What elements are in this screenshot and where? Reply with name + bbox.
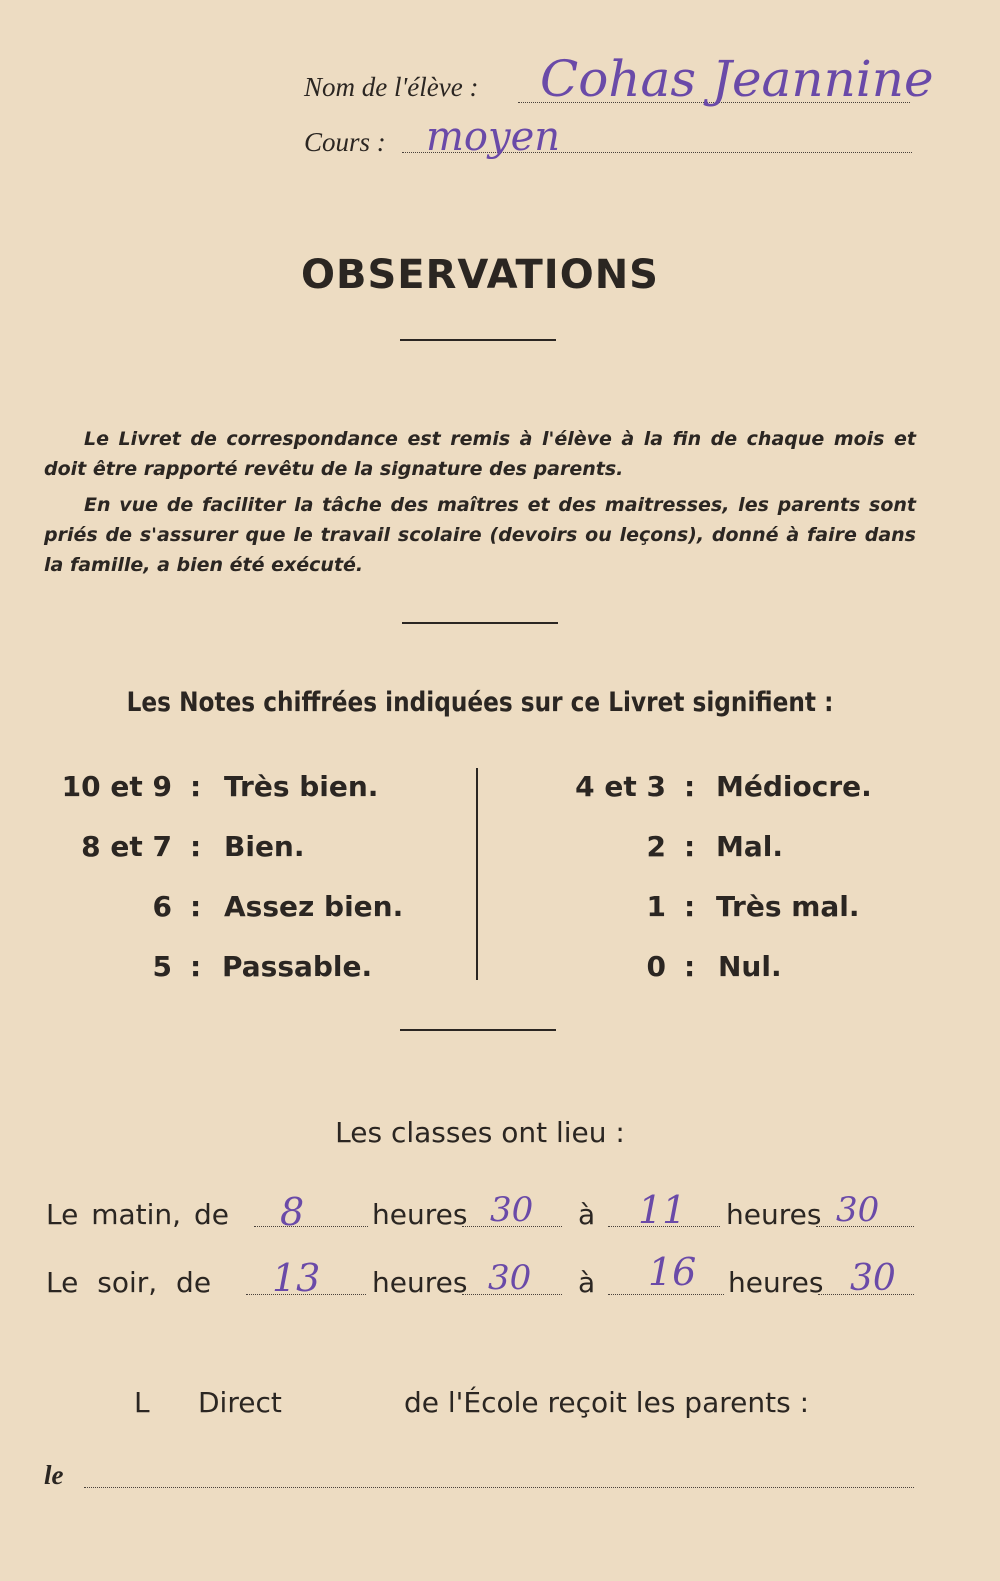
evening-start-min: 30: [488, 1258, 532, 1298]
grade-label: Assez bien.: [224, 890, 404, 923]
grade-num: 2: [646, 830, 666, 863]
morning-prefix: Le matin, de: [46, 1198, 229, 1231]
grades-title: Les Notes chiffrées indiquées sur ce Livret signifient :: [126, 687, 834, 718]
morning-start-min: 30: [490, 1190, 534, 1230]
grade-colon: :: [684, 770, 696, 803]
evening-end-min: 30: [850, 1258, 896, 1299]
grade-num: 4 et 3: [575, 770, 666, 803]
director-part-2: Direct: [198, 1386, 282, 1419]
divider-2: [402, 622, 558, 624]
course-label: Cours :: [304, 127, 386, 157]
grade-num: 6: [152, 890, 172, 923]
instructions-paragraph-2: En vue de faciliter la tâche des maîtres et des maitresses, les parents sont priés de s'assurer que le travail scolaire (devoirs ou leçons), donné à faire dans la famille, a bien été exécuté.: [44, 494, 916, 576]
grade-colon: :: [684, 950, 696, 983]
date-label: le: [44, 1460, 64, 1490]
grade-colon: :: [190, 830, 202, 863]
instructions-paragraph-1: Le Livret de correspondance est remis à l'élève à la fin de chaque mois et doit être rapporté revêtu de la signature des parents.: [44, 428, 916, 480]
grade-colon: :: [684, 890, 696, 923]
page-title: OBSERVATIONS: [301, 252, 659, 298]
evening-hours-word-2: heures: [728, 1266, 824, 1299]
evening-end-hour: 16: [648, 1250, 697, 1294]
grade-colon: :: [190, 890, 202, 923]
grade-num: 8 et 7: [81, 830, 172, 863]
course-value: moyen: [426, 114, 561, 160]
evening-prefix: Le soir, de: [46, 1266, 212, 1299]
student-name-value: Cohas Jeannine: [540, 50, 934, 108]
grade-num: 0: [646, 950, 666, 983]
evening-to-word: à: [578, 1266, 596, 1299]
morning-start-hour: 8: [280, 1190, 305, 1234]
morning-end-min: 30: [836, 1190, 880, 1230]
grade-label: Bien.: [224, 830, 305, 863]
morning-start-hour-line: [254, 1226, 368, 1227]
grades-column-divider: [476, 768, 478, 980]
grade-colon: :: [190, 950, 202, 983]
grade-num: 1: [646, 890, 666, 923]
director-part-1: L: [134, 1386, 150, 1419]
morning-to-word: à: [578, 1198, 596, 1231]
student-name-label: Nom de l'élève :: [304, 72, 479, 102]
grade-num: 5: [152, 950, 172, 983]
date-line: [84, 1487, 914, 1488]
grade-label: Médiocre.: [716, 770, 872, 803]
morning-hours-word-2: heures: [726, 1198, 822, 1231]
evening-hours-word-1: heures: [372, 1266, 468, 1299]
schedule-title: Les classes ont lieu :: [335, 1116, 625, 1149]
director-part-3: de l'École reçoit les parents :: [404, 1386, 810, 1419]
evening-start-hour: 13: [272, 1256, 321, 1300]
grade-label: Très mal.: [716, 890, 860, 923]
morning-hours-word-1: heures: [372, 1198, 468, 1231]
grade-label: Mal.: [716, 830, 783, 863]
grade-label: Passable.: [222, 950, 373, 983]
morning-end-hour: 11: [638, 1188, 687, 1232]
divider-1: [400, 339, 556, 341]
grade-label: Très bien.: [224, 770, 379, 803]
grade-num: 10 et 9: [61, 770, 172, 803]
grade-colon: :: [684, 830, 696, 863]
evening-end-hour-line: [608, 1294, 724, 1295]
grade-colon: :: [190, 770, 202, 803]
grade-label: Nul.: [718, 950, 782, 983]
divider-3: [400, 1029, 556, 1031]
